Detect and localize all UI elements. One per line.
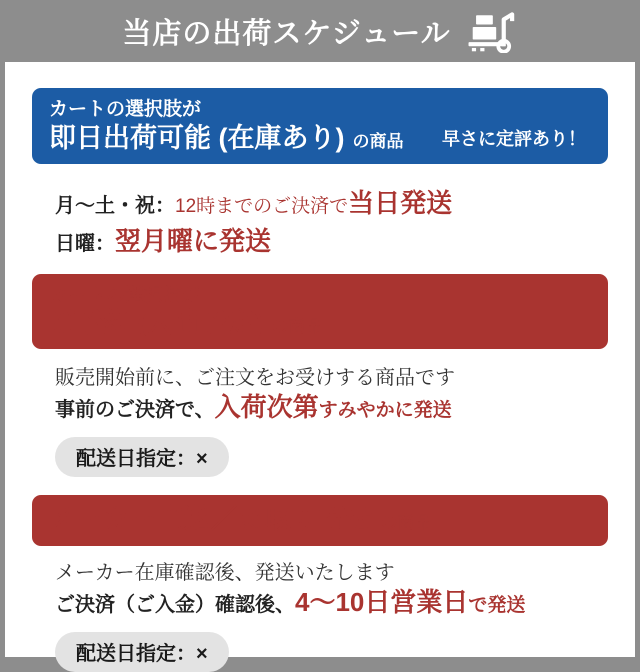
banner-top-line: カートの選択肢が bbox=[49, 284, 202, 306]
page-title: 当店の出荷スケジュール bbox=[122, 17, 451, 50]
backorder-tail: で発送 bbox=[468, 594, 526, 616]
banner-emphasis: メーカー直送／お取り寄せ bbox=[49, 504, 373, 535]
banner-emphasis: ご予約 (入荷予定) bbox=[49, 308, 264, 339]
sunday-emphasis: 翌月曜に発送 bbox=[115, 225, 272, 256]
banner-top-line: カートの選択肢が bbox=[49, 99, 202, 120]
weekday-emphasis: 当日発送 bbox=[348, 187, 453, 218]
preorder-label: 事前のご決済で、 bbox=[55, 399, 215, 422]
backorder-badge-row bbox=[32, 632, 608, 672]
banner-suffix: の商品 bbox=[352, 131, 404, 151]
handtruck-icon bbox=[466, 9, 518, 53]
banner-preorder bbox=[32, 274, 608, 350]
preorder-desc-line bbox=[55, 364, 585, 393]
banner-suffix: の商品 bbox=[271, 317, 323, 337]
preorder-text bbox=[32, 364, 608, 425]
content-panel bbox=[5, 62, 635, 665]
express-schedule-text bbox=[32, 186, 608, 261]
preorder-badge-row bbox=[32, 437, 608, 477]
weekday-label: 月〜土・祝： bbox=[55, 194, 175, 217]
title-bar bbox=[0, 0, 640, 62]
delivery-date-badge: 配送日指定：× bbox=[55, 632, 229, 672]
banner-direct-shipping bbox=[32, 495, 608, 546]
backorder-emphasis: 4〜10日営業日 bbox=[295, 586, 469, 617]
banner-same-day-shipping bbox=[32, 88, 608, 164]
preorder-tail: すみやかに発送 bbox=[318, 400, 452, 422]
backorder-label: ご決済（ご入金）確認後、 bbox=[55, 593, 295, 616]
backorder-desc-line bbox=[55, 559, 585, 588]
preorder-emphasis: 入荷次第 bbox=[214, 392, 319, 423]
backorder-desc: メーカー在庫確認後、発送いたします bbox=[55, 561, 395, 584]
backorder-text bbox=[32, 559, 608, 620]
banner-suffix: の商品 bbox=[380, 513, 432, 533]
express-sunday-line bbox=[55, 224, 585, 261]
weekday-detail: 12時までのご決済で bbox=[175, 195, 349, 217]
preorder-ship-line bbox=[55, 393, 585, 425]
delivery-date-badge: 配送日指定：× bbox=[55, 437, 229, 477]
preorder-desc: 販売開始前に、ご注文をお受けする商品です bbox=[55, 367, 455, 390]
sunday-label: 日曜： bbox=[55, 232, 115, 255]
express-weekday-line bbox=[55, 186, 585, 224]
banner-side-note: 早さに定評あり！ bbox=[442, 128, 586, 149]
banner-emphasis: 即日出荷可能 (在庫あり) bbox=[49, 122, 345, 153]
backorder-ship-line bbox=[55, 588, 585, 620]
